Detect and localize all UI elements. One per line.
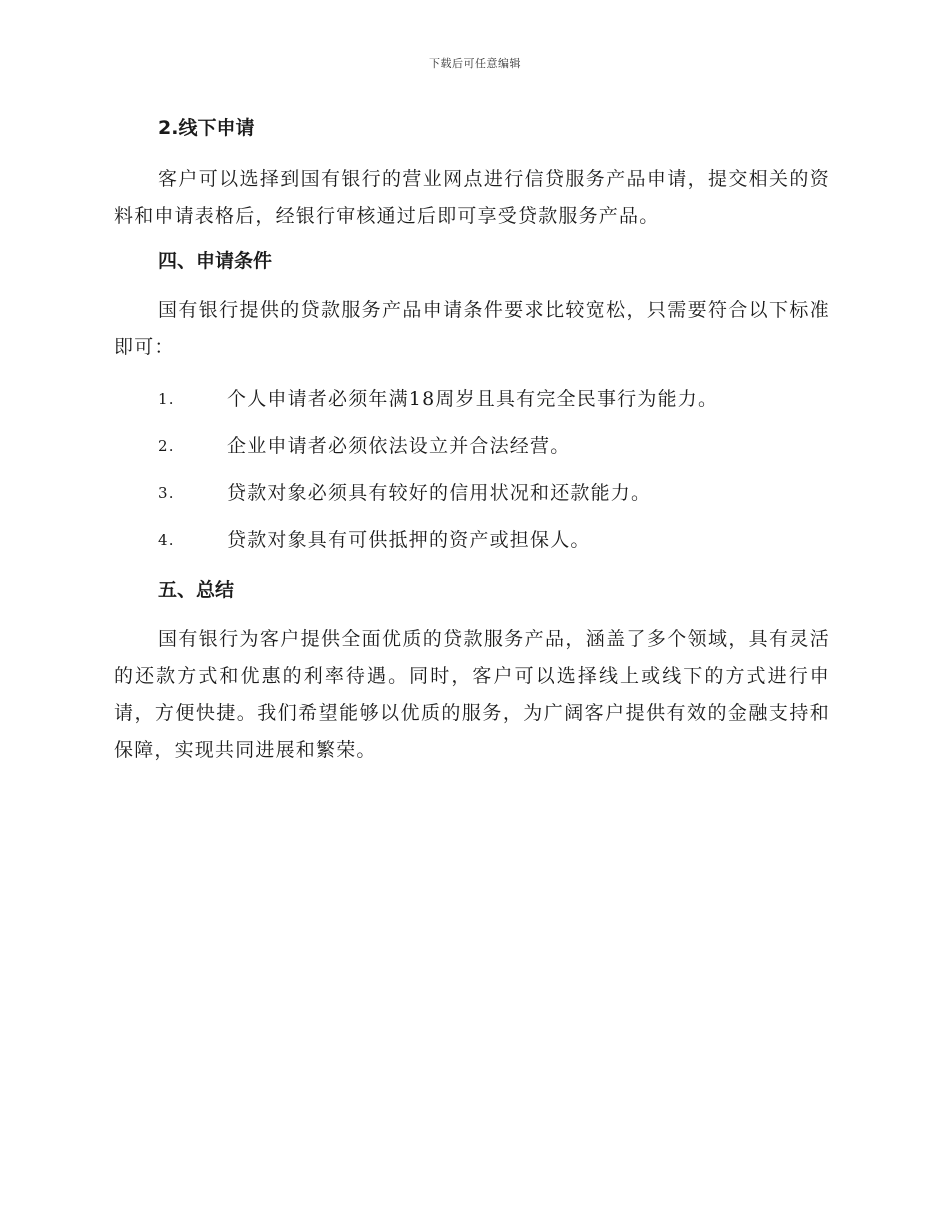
section-heading-summary: 五、总结 xyxy=(158,579,235,601)
list-item-number: 3. xyxy=(158,484,175,502)
section-heading-offline: 2.线下申请 xyxy=(158,117,255,139)
paragraph-offline: 客户可以选择到国有银行的营业网点进行信贷服务产品申请，提交相关的资料和申请表格后，经银行审核通过后即可享受贷款服务产品。 xyxy=(114,168,830,227)
paragraph-summary: 国有银行为客户提供全面优质的贷款服务产品，涵盖了多个领域，具有灵活的还款方式和优惠的利率待遇。同时，客户可以选择线上或线下的方式进行申请，方便快捷。我们希望能够以优质的服务，为广阔客户提供有效的金融支持和保障，实现共同进展和繁荣。 xyxy=(114,628,830,761)
list-item xyxy=(114,423,830,470)
list-item-number: 2. xyxy=(158,437,175,455)
section-heading-conditions: 四、申请条件 xyxy=(158,250,273,272)
conditions-list xyxy=(114,376,830,564)
page-header: 下载后可任意编辑 xyxy=(429,57,521,70)
paragraph-conditions: 国有银行提供的贷款服务产品申请条件要求比较宽松，只需要符合以下标准即可： xyxy=(114,299,830,358)
list-item-text: 个人申请者必须年满18周岁且具有完全民事行为能力。 xyxy=(227,388,719,410)
list-item-text: 贷款对象具有可供抵押的资产或担保人。 xyxy=(227,529,591,551)
list-item xyxy=(114,376,830,423)
list-item xyxy=(114,517,830,564)
list-item-text: 企业申请者必须依法设立并合法经营。 xyxy=(227,435,571,457)
list-item xyxy=(114,470,830,517)
page-content xyxy=(114,114,830,769)
list-item-text: 贷款对象必须具有较好的信用状况和还款能力。 xyxy=(227,482,652,504)
list-item-number: 4. xyxy=(158,531,175,549)
list-item-number: 1. xyxy=(158,390,175,408)
